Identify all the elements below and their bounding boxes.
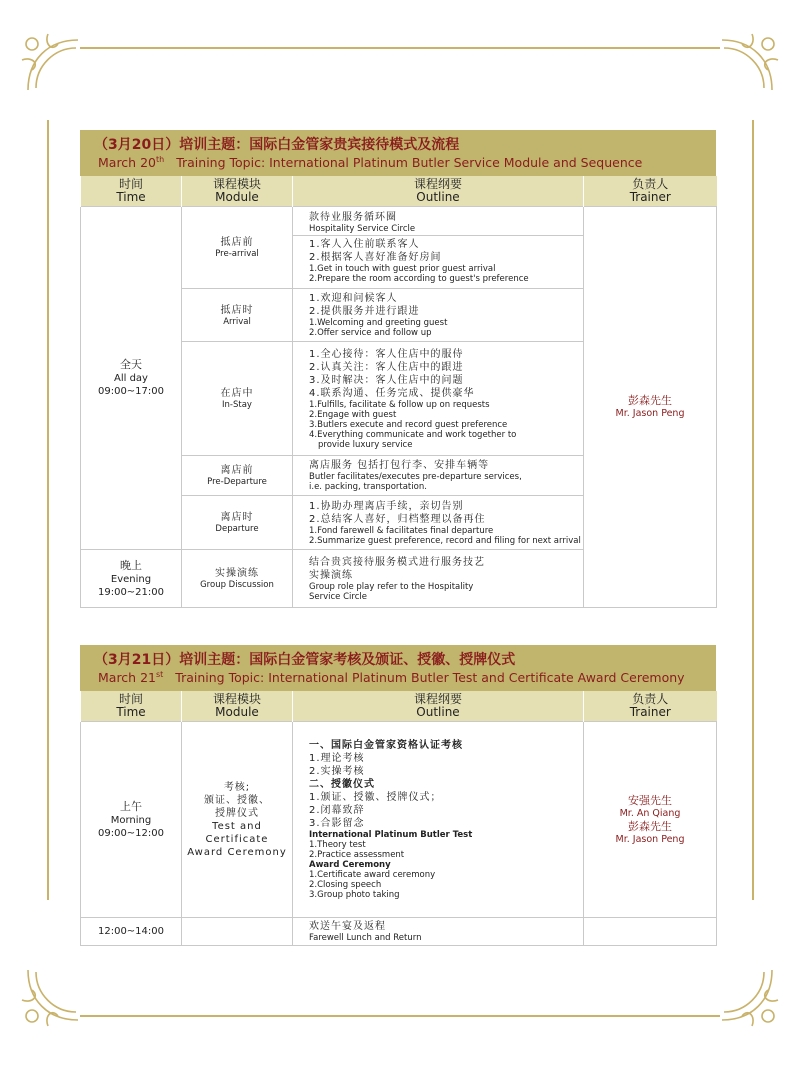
trainer-en: Mr. Jason Peng xyxy=(615,408,685,419)
header-module-cn: 课程模块 xyxy=(212,177,261,191)
header-trainer-cn: 负责人 xyxy=(632,692,669,706)
outline-arrival xyxy=(293,289,584,342)
outline-line: 2.Practice assessment xyxy=(309,850,405,860)
day1-topic: Training Topic: International Platinum Butler Service Module and Sequence xyxy=(176,155,643,171)
outline-line: 4.联系沟通、任务完成、提供豪华 xyxy=(309,387,475,399)
module-en: Pre-Departure xyxy=(207,477,267,487)
outline-line: 1.客人入住前联系客人 xyxy=(309,239,420,250)
trainer-en: Mr. Jason Peng xyxy=(615,833,685,845)
outline-line: 1.欢迎和问候客人 xyxy=(309,293,398,304)
outline-list xyxy=(293,918,583,945)
outline-line: 4.Everything communicate and work together to xyxy=(309,429,517,440)
day2-title-en xyxy=(98,670,685,685)
header-time-cn: 时间 xyxy=(118,177,143,191)
outline-practice xyxy=(293,550,584,608)
outline-line: 2.根据客人喜好准备好房间 xyxy=(309,252,442,263)
evening-cn: 晚上 xyxy=(120,558,142,572)
outline-line: 3.Group photo taking xyxy=(309,890,400,900)
table-row xyxy=(81,722,717,918)
module-cn: 实操演练 xyxy=(215,568,259,579)
day2-date-suffix: st xyxy=(155,670,164,679)
frame-left-line xyxy=(47,120,49,900)
day1-section xyxy=(80,130,716,608)
ornament-top-left-icon xyxy=(18,30,88,100)
outline-line: Service Circle xyxy=(309,591,367,602)
outline-line: 欢送午宴及返程 xyxy=(309,921,386,932)
header-outline-cn: 课程纲要 xyxy=(413,177,462,191)
module-line: 授牌仪式 xyxy=(215,807,259,819)
outline-line: 2.总结客人喜好，归档整理以备再住 xyxy=(309,513,486,525)
day1-header xyxy=(80,130,716,176)
outline-heading: 一、国际白金管家资格认证考核 xyxy=(309,740,463,751)
trainer-cell xyxy=(584,207,717,608)
allday-time: 09:00~17:00 xyxy=(97,386,164,397)
frame-bottom-line xyxy=(80,1015,720,1017)
outline-line: 2.实操考核 xyxy=(309,766,365,777)
day1-title-en xyxy=(98,155,642,170)
day1-table xyxy=(80,176,717,608)
evening-time: 19:00~21:00 xyxy=(97,586,164,598)
outline-heading: Award Ceremony xyxy=(309,860,391,870)
trainer-cn: 安强先生 xyxy=(628,793,672,807)
day1-title-cn: （3月20日）培训主题：国际白金管家贵宾接待模式及流程 xyxy=(94,137,460,153)
header-trainer xyxy=(584,176,717,207)
module-cn: 离店前 xyxy=(220,465,254,476)
header-outline xyxy=(293,176,584,207)
outline-line: 1.全心接待：客人住店中的服侍 xyxy=(309,348,464,360)
trainer-cell xyxy=(584,722,717,918)
day2-table xyxy=(80,691,717,946)
outline-line: i.e. packing, transportation. xyxy=(309,482,427,492)
outline-line: 2.Prepare the room according to guest's preference xyxy=(309,274,529,284)
outline-line: 1.理论考核 xyxy=(309,753,365,764)
module-line: 颁证、授徽、 xyxy=(204,794,270,806)
outline-line: 2.Offer service and follow up xyxy=(309,328,432,338)
module-prearrival xyxy=(182,207,293,289)
lunch-trainer-cell xyxy=(584,918,717,946)
outline-line: 3.Butlers execute and record guest preference xyxy=(309,419,508,430)
outline-line: 1.Fond farewell & facilitates final departure xyxy=(309,525,494,536)
ornament-bottom-right-icon xyxy=(712,960,782,1030)
module-line: Certificate xyxy=(205,833,269,845)
header-outline-cn: 课程纲要 xyxy=(413,692,462,706)
outline-line: 结合贵宾接待服务模式进行服务技艺 xyxy=(309,556,485,568)
morning-time: 09:00~12:00 xyxy=(97,827,164,839)
outline-line: 1.Theory test xyxy=(309,840,366,850)
header-module xyxy=(182,176,293,207)
outline-line: 2.Summarize guest preference, record and filing for next arrival xyxy=(309,535,581,546)
outline-line: Farewell Lunch and Return xyxy=(309,933,422,943)
header-module xyxy=(182,691,293,722)
outline-line: 1.Certificate award ceremony xyxy=(309,870,436,880)
frame-top-line xyxy=(80,47,720,49)
day1-header-row xyxy=(81,176,717,207)
header-module-cn: 课程模块 xyxy=(212,692,261,706)
day2-section xyxy=(80,645,716,946)
module-en: Group Discussion xyxy=(200,580,274,590)
outline-heading: International Platinum Butler Test xyxy=(309,830,473,840)
module-departure xyxy=(182,496,293,550)
outline-line: 1.协助办理离店手续，亲切告别 xyxy=(309,500,464,512)
day1-date-suffix: th xyxy=(155,155,165,164)
day2-date: March 21 xyxy=(98,670,156,686)
table-row xyxy=(81,207,717,289)
header-trainer xyxy=(584,691,717,722)
outline-list xyxy=(293,346,583,452)
outline-instay xyxy=(293,342,584,456)
outline-heading: 二、授徽仪式 xyxy=(309,779,375,790)
header-trainer-en: Trainer xyxy=(629,705,671,719)
table-row xyxy=(81,918,717,946)
header-time-en: Time xyxy=(116,705,146,719)
outline-line: 3.及时解决：客人住店中的问题 xyxy=(309,374,464,386)
module-line: Award Ceremony xyxy=(187,846,287,858)
trainer-cn: 彭森先生 xyxy=(628,819,672,833)
module-cn: 抵店前 xyxy=(220,237,254,248)
outline-test xyxy=(293,722,584,918)
lunch-module-cell xyxy=(182,918,293,946)
outline-line: 1.Fulfills, facilitate & follow up on requests xyxy=(309,399,490,410)
outline-line: 3.合影留念 xyxy=(309,818,365,829)
lunch-time: 12:00~14:00 xyxy=(97,926,164,937)
module-cn: 抵店时 xyxy=(220,304,254,316)
day2-topic: Training Topic: International Platinum Butler Test and Certificate Award Ceremony xyxy=(175,670,685,686)
module-cn: 离店时 xyxy=(220,512,254,523)
outline-line: 2.Closing speech xyxy=(309,880,382,890)
outline-line: 2.Engage with guest xyxy=(309,409,397,420)
outline-prearrival-list xyxy=(293,235,583,286)
morning-time-cell xyxy=(81,722,182,918)
outline-line: 2.闭幕致辞 xyxy=(309,805,365,816)
trainer-cn: 彭森先生 xyxy=(628,394,672,407)
evening-time-cell xyxy=(81,550,182,608)
header-time-en: Time xyxy=(116,190,146,204)
header-trainer-en: Trainer xyxy=(629,190,671,204)
outline-list xyxy=(293,737,583,902)
header-time xyxy=(81,691,182,722)
outline-line: Hospitality Service Circle xyxy=(309,224,416,234)
outline-circle xyxy=(293,209,583,235)
day2-header xyxy=(80,645,716,691)
outline-line: provide luxury service xyxy=(318,439,413,450)
outline-line: 1.颁证、授徽、授牌仪式； xyxy=(309,792,442,803)
allday-cn: 全天 xyxy=(120,358,142,371)
header-module-en: Module xyxy=(215,190,259,204)
evening-en: Evening xyxy=(110,573,152,585)
day2-title-cn: （3月21日）培训主题：国际白金管家考核及颁证、授徽、授牌仪式 xyxy=(94,652,516,668)
header-time xyxy=(81,176,182,207)
lunch-time-cell xyxy=(81,918,182,946)
outline-line: Butler facilitates/executes pre-departure services, xyxy=(309,472,522,482)
module-predeparture xyxy=(182,456,293,496)
outline-list xyxy=(293,554,583,604)
outline-line: 2.提供服务并进行跟进 xyxy=(309,306,420,317)
day2-header-row xyxy=(81,691,717,722)
outline-list xyxy=(293,290,583,340)
outline-prearrival xyxy=(293,207,584,289)
outline-line: 款待业服务循环圈 xyxy=(309,212,397,223)
outline-line: 离店服务 包括打包行李、安排车辆等 xyxy=(309,460,490,471)
outline-line: Group role play refer to the Hospitality xyxy=(309,581,474,592)
module-en: In-Stay xyxy=(222,400,252,410)
header-module-en: Module xyxy=(215,705,259,719)
header-outline-en: Outline xyxy=(416,705,460,719)
trainer-en: Mr. An Qiang xyxy=(619,807,681,819)
module-line: 考核; xyxy=(223,781,251,793)
module-instay xyxy=(182,342,293,456)
morning-en: Morning xyxy=(110,814,152,826)
module-cn: 在店中 xyxy=(220,388,254,399)
module-practice xyxy=(182,550,293,608)
outline-predeparture xyxy=(293,456,584,496)
module-en: Pre-arrival xyxy=(215,249,259,259)
header-trainer-cn: 负责人 xyxy=(632,177,669,191)
morning-cn: 上午 xyxy=(120,799,142,813)
ornament-top-right-icon xyxy=(712,30,782,100)
header-time-cn: 时间 xyxy=(118,692,143,706)
header-outline xyxy=(293,691,584,722)
outline-line: 1.Get in touch with guest prior guest arrival xyxy=(309,264,496,274)
allday-en: All day xyxy=(114,373,148,384)
module-test xyxy=(182,722,293,918)
outline-list xyxy=(293,457,583,494)
outline-lunch xyxy=(293,918,584,946)
module-arrival xyxy=(182,289,293,342)
outline-departure xyxy=(293,496,584,550)
module-line: Test and xyxy=(212,820,262,832)
header-outline-en: Outline xyxy=(416,190,460,204)
module-en: Arrival xyxy=(223,316,251,327)
day1-date: March 20 xyxy=(98,155,156,171)
outline-line: 2.认真关注：客人住店中的跟进 xyxy=(309,361,464,373)
frame-right-line xyxy=(752,120,754,900)
outline-line: 实操演练 xyxy=(309,569,353,581)
outline-line: 1.Welcoming and greeting guest xyxy=(309,318,448,328)
outline-list xyxy=(293,498,583,548)
module-en: Departure xyxy=(215,524,259,534)
ornament-bottom-left-icon xyxy=(18,960,88,1030)
allday-time-cell xyxy=(81,207,182,550)
